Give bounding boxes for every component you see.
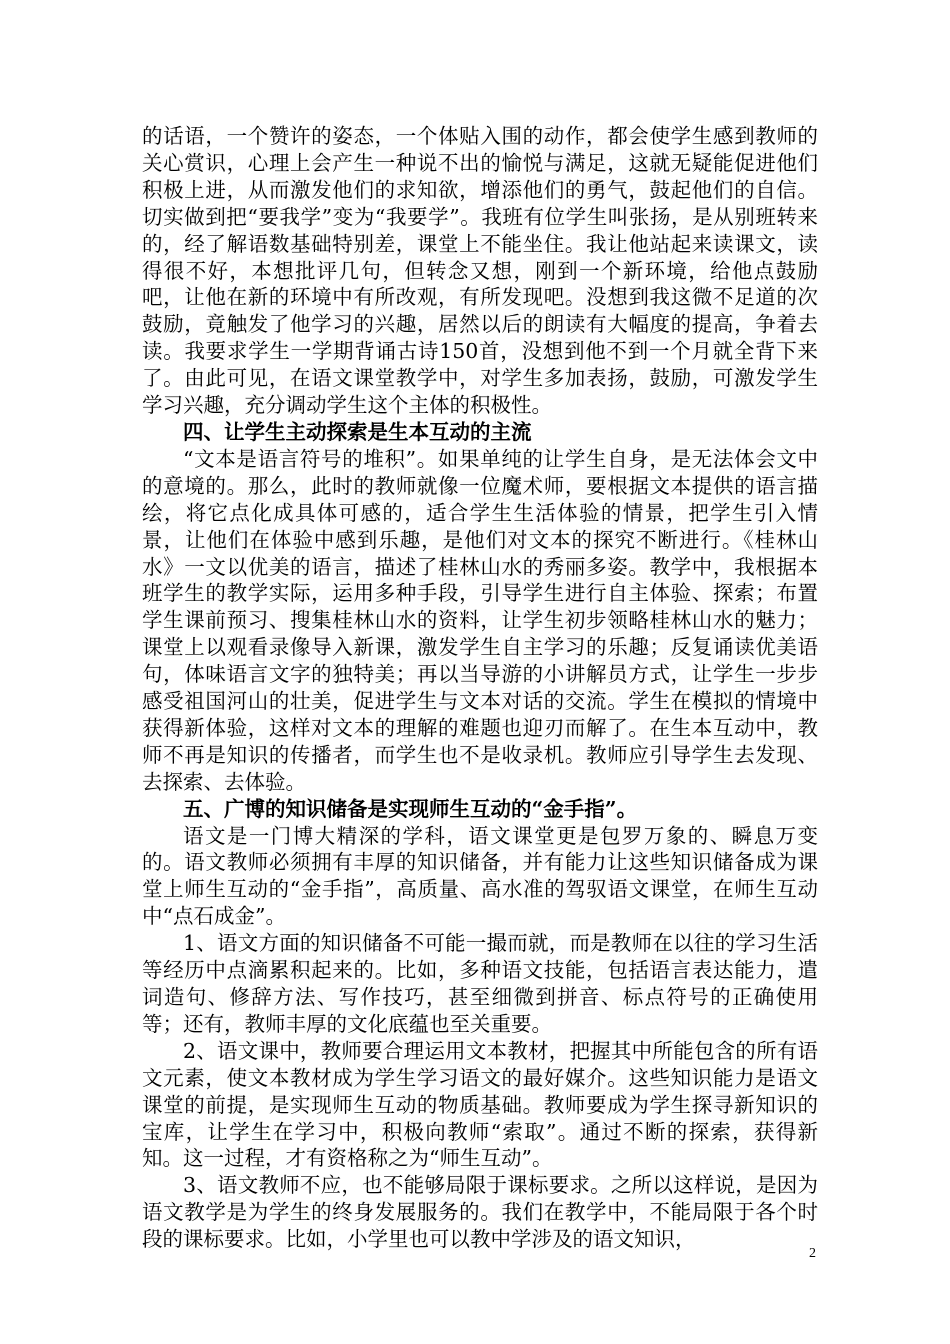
section-heading-4: 四、让学生主动探索是生本互动的主流 xyxy=(183,419,532,444)
page-number: 2 xyxy=(809,1246,816,1261)
section-heading-5: 五、广博的知识储备是实现师生互动的“金手指”。 xyxy=(183,796,638,821)
paragraph-praise-encouragement: 的话语，一个赞许的姿态，一个体贴入围的动作，都会使学生感到教师的关心赏识，心理上会产生一种说不出的愉悦与满足，这就无疑能促进他们积极上进，从而激发他们的求知欲，增添他们的勇气，鼓起他们的自信。切实做到把“要我学”变为“我要学”。我班有位学生叫张扬，是从别班转来的，经了解语数基础特别差，课堂上不能坐住。我让他站起来读课文，读得很不好，本想批评几句，但转念又想，刚到一个新环境，给他点鼓励吧，让他在新的环境中有所改观，有所发现吧。没想到我这微不足道的次鼓励，竟触发了他学习的兴趣，居然以后的朗读有大幅度的提高，争着去读。我要求学生一学期背诵古诗150首，没想到他不到一个月就全背下来了。由此可见，在语文课堂教学中，对学生多加表扬，鼓励，可激发学生学习兴趣，充分调动学生这个主体的积极性。 xyxy=(142,124,818,418)
paragraph-point-1: 1、语文方面的知识储备不可能一撮而就，而是教师在以往的学习生活等经历中点滴累积起来的。比如，多种语文技能，包括语言表达能力，遣词造句、修辞方法、写作技巧，甚至细微到拼音、标点符号的正确使用等；还有，教师丰厚的文化底蕴也至关重要。 xyxy=(142,931,818,1036)
document-body xyxy=(142,123,818,1253)
paragraph-point-3: 3、语文教师不应，也不能够局限于课标要求。之所以这样说，是因为语文教学是为学生的终身发展服务的。我们在教学中，不能局限于各个时段的课标要求。比如，小学里也可以教中学涉及的语文知识， xyxy=(142,1173,818,1252)
paragraph-text-exploration: “文本是语言符号的堆积”。如果单纯的让学生自身，是无法体会文中的意境的。那么，此时的教师就像一位魔术师，要根据文本提供的语言描绘，将它点化成具体可感的，适合学生生活体验的情景，把学生引入情景，让他们在体验中感到乐趣，是他们对文本的探究不断进行。《桂林山水》一文以优美的语言，描述了桂林山水的秀丽多姿。教学中，我根据本班学生的教学实际，运用多种手段，引导学生进行自主体验、探索；布置学生课前预习、搜集桂林山水的资料，让学生初步领略桂林山水的魅力；课堂上以观看录像导入新课，激发学生自主学习的乐趣；反复诵读优美语句，体味语言文字的独特美；再以当导游的小讲解员方式，让学生一步步感受祖国河山的壮美，促进学生与文本对话的交流。学生在模拟的情境中获得新体验，这样对文本的理解的难题也迎刃而解了。在生本互动中，教师不再是知识的传播者，而学生也不是收录机。教师应引导学生去发现、去探索、去体验。 xyxy=(142,446,818,794)
paragraph-point-2: 2、语文课中，教师要合理运用文本教材，把握其中所能包含的所有语文元素，使文本教材成为学生学习语文的最好媒介。这些知识能力是语文课堂的前提，是实现师生互动的物质基础。教师要成为学生探寻新知识的宝库，让学生在学习中，积极向教师“索取”。通过不断的探索，获得新知。这一过程，才有资格称之为“师生互动”。 xyxy=(142,1038,818,1171)
paragraph-knowledge-reserve: 语文是一门博大精深的学科，语文课堂更是包罗万象的、瞬息万变的。语文教师必须拥有丰厚的知识储备，并有能力让这些知识储备成为课堂上师生互动的“金手指”，高质量、高水准的驾驭语文课堂，在师生互动中“点石成金”。 xyxy=(142,823,818,929)
